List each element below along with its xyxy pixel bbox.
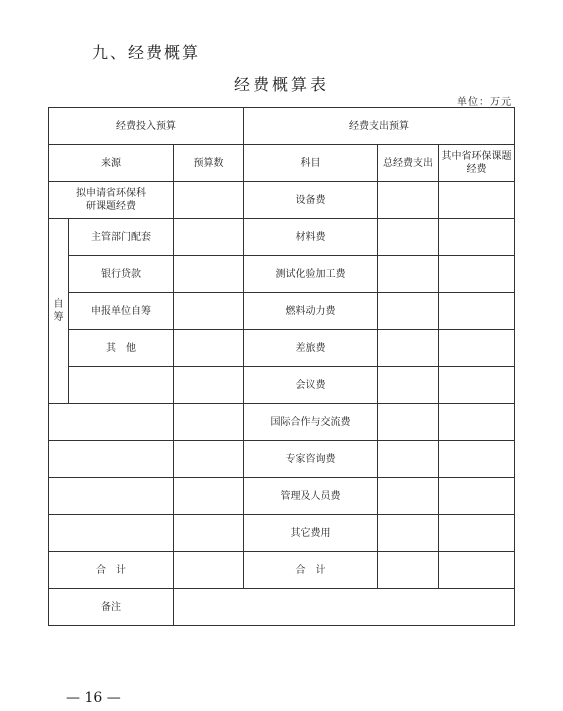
header-expense: 经费支出预算 — [244, 108, 515, 145]
unit-note: 单位：万元 — [457, 97, 512, 108]
budget-cell — [174, 515, 244, 552]
expense-item: 国际合作与交流费 — [244, 404, 378, 441]
table-subheader-row — [49, 145, 515, 182]
header-income: 经费投入预算 — [49, 108, 244, 145]
provincial-cell — [439, 552, 515, 589]
income-blank — [69, 367, 174, 404]
income-bank-loan: 银行贷款 — [69, 256, 174, 293]
table-row — [49, 219, 515, 256]
provincial-cell — [439, 515, 515, 552]
total-label-right: 合 计 — [244, 552, 378, 589]
budget-table — [48, 107, 515, 626]
budget-cell — [174, 478, 244, 515]
table-row — [49, 330, 515, 367]
income-blank — [49, 515, 174, 552]
budget-cell — [174, 330, 244, 367]
income-blank — [49, 404, 174, 441]
provincial-cell — [439, 256, 515, 293]
provincial-cell — [439, 293, 515, 330]
total-cell — [378, 515, 439, 552]
table-total-row — [49, 552, 515, 589]
budget-cell — [174, 293, 244, 330]
table-row — [49, 293, 515, 330]
budget-cell — [174, 552, 244, 589]
table-row — [49, 441, 515, 478]
total-cell — [378, 293, 439, 330]
expense-item: 燃料动力费 — [244, 293, 378, 330]
income-self-raised: 自筹 — [49, 219, 69, 404]
total-cell — [378, 441, 439, 478]
total-cell — [378, 256, 439, 293]
total-cell — [378, 330, 439, 367]
table-remarks-row — [49, 589, 515, 626]
provincial-cell — [439, 441, 515, 478]
income-blank — [49, 478, 174, 515]
total-cell — [378, 478, 439, 515]
col-total-expense: 总经费支出 — [378, 145, 439, 182]
budget-cell — [174, 404, 244, 441]
total-cell — [378, 182, 439, 219]
expense-item: 专家咨询费 — [244, 441, 378, 478]
total-cell — [378, 404, 439, 441]
expense-item: 其它费用 — [244, 515, 378, 552]
page-number: — 16 — — [66, 690, 121, 706]
budget-cell — [174, 256, 244, 293]
col-budget-amount: 预算数 — [174, 145, 244, 182]
provincial-cell — [439, 367, 515, 404]
income-blank — [49, 441, 174, 478]
budget-cell — [174, 219, 244, 256]
provincial-cell — [439, 404, 515, 441]
expense-item: 测试化验加工费 — [244, 256, 378, 293]
table-row — [49, 182, 515, 219]
total-cell — [378, 552, 439, 589]
table-row — [49, 367, 515, 404]
provincial-cell — [439, 219, 515, 256]
col-source: 来源 — [49, 145, 174, 182]
col-provincial-part: 其中省环保课题经费 — [439, 145, 515, 182]
total-cell — [378, 367, 439, 404]
remarks-label: 备注 — [49, 589, 174, 626]
document-title: 经费概算表 — [233, 75, 329, 94]
total-cell — [378, 219, 439, 256]
total-label-left: 合 计 — [49, 552, 174, 589]
provincial-cell — [439, 330, 515, 367]
expense-item: 会议费 — [244, 367, 378, 404]
provincial-cell — [439, 478, 515, 515]
expense-item: 管理及人员费 — [244, 478, 378, 515]
table-header-row — [49, 108, 515, 145]
expense-item: 设备费 — [244, 182, 378, 219]
expense-item: 材料费 — [244, 219, 378, 256]
section-heading: 九、经费概算 — [92, 43, 201, 62]
budget-cell — [174, 441, 244, 478]
income-dept-matching: 主管部门配套 — [69, 219, 174, 256]
income-provincial-fund: 拟申请省环保科研课题经费 — [49, 182, 174, 219]
remarks-content — [174, 589, 515, 626]
budget-cell — [174, 182, 244, 219]
table-row — [49, 256, 515, 293]
table-row — [49, 478, 515, 515]
income-unit-self: 申报单位自筹 — [69, 293, 174, 330]
budget-cell — [174, 367, 244, 404]
col-subject: 科目 — [244, 145, 378, 182]
provincial-cell — [439, 182, 515, 219]
expense-item: 差旅费 — [244, 330, 378, 367]
table-row — [49, 515, 515, 552]
income-other: 其 他 — [69, 330, 174, 367]
table-row — [49, 404, 515, 441]
